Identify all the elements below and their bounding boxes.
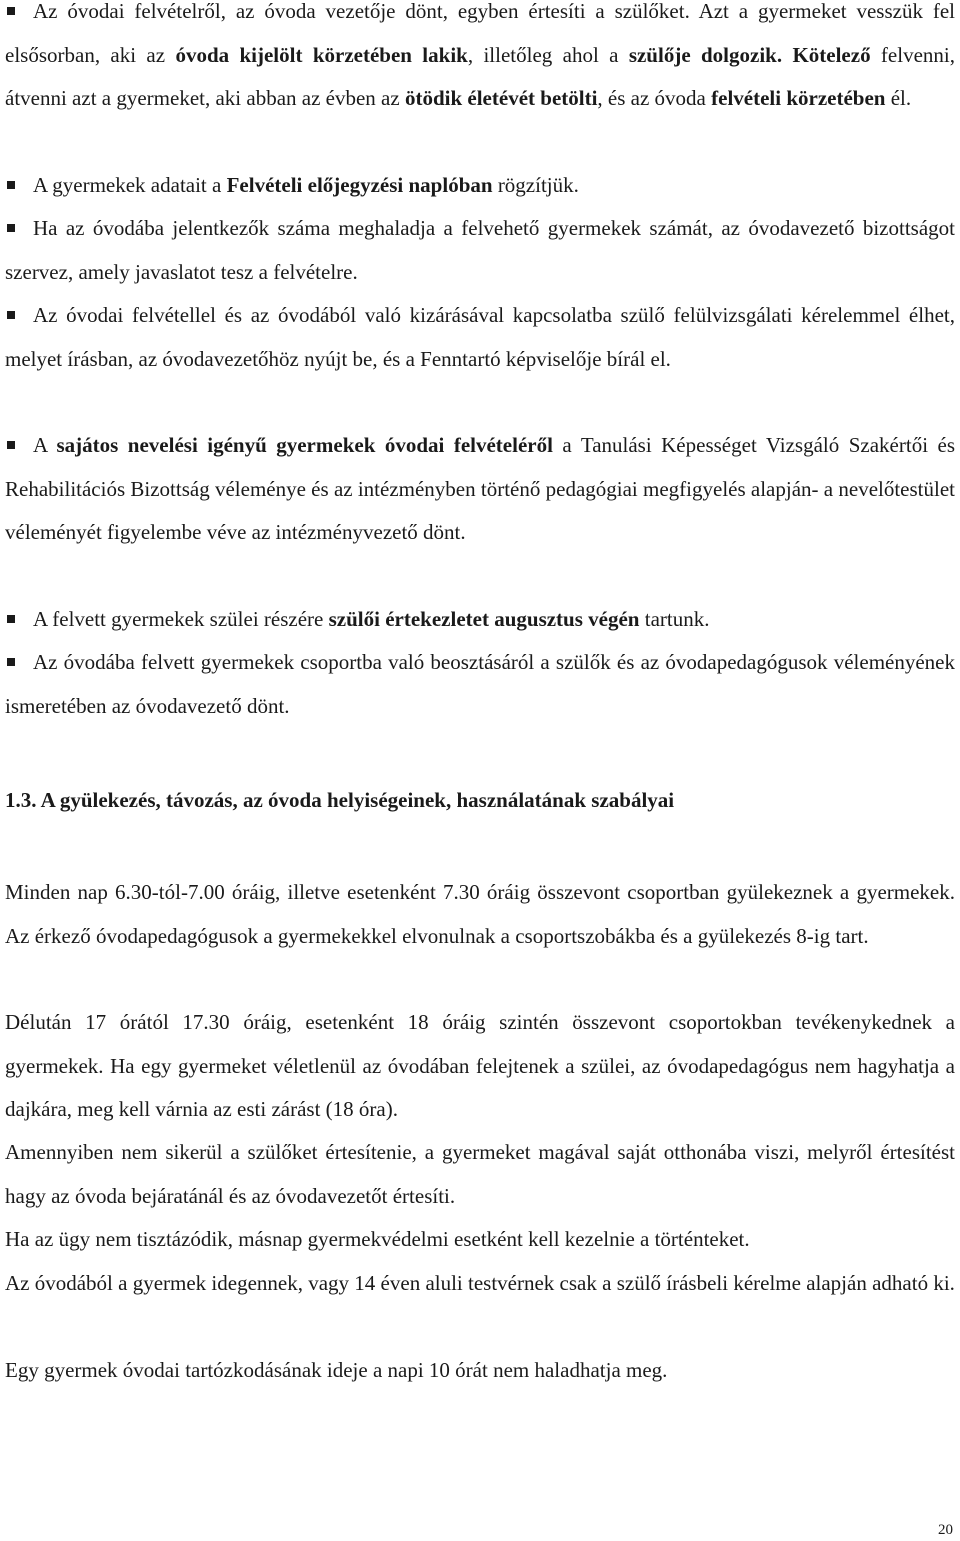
body-paragraph: Egy gyermek óvodai tartózkodásának ideje a napi 10 órát nem haladhatja meg. [5, 1358, 668, 1382]
seg: Az óvodai felvételről, az óvoda vezetője dönt, egyben értesíti a szülőket. Azt a gyermeket vesszük fel elsősorban, aki az [5, 0, 955, 67]
seg: rögzítjük. [492, 173, 579, 197]
square-bullet-icon [7, 7, 15, 15]
seg: felvételi körzetében [711, 86, 886, 110]
seg: , illetőleg ahol a [467, 42, 629, 67]
body-paragraph: Ha az ügy nem tisztázódik, másnap gyermekvédelmi esetként kell kezelnie a történteket. [5, 1227, 750, 1251]
square-bullet-icon [7, 181, 15, 189]
seg: A felvett gyermekek szülei részére [33, 607, 329, 631]
body-paragraph: Az óvodából a gyermek idegennek, vagy 14 éven aluli testvérnek csak a szülő írásbeli kérelme alapján adható ki. [5, 1271, 955, 1295]
seg: szülői értekezletet augusztus végén [328, 607, 640, 631]
square-bullet-icon [7, 441, 15, 449]
seg: a Tanulási Képességet Vizsgáló Szakértői és Rehabilitációs Bizottság véleménye és az intézményben történő pedagógiai megfigyelés alapján- a nevelőtestület véleményét figyelembe véve az intézményvezető dönt. [5, 433, 955, 544]
page-number: 20 [938, 1522, 953, 1538]
square-bullet-icon [7, 224, 15, 232]
bullet-item [5, 424, 955, 555]
seg: tartunk. [639, 607, 710, 631]
seg: él. [885, 86, 912, 110]
bullet-item [5, 294, 955, 381]
square-bullet-icon [7, 311, 15, 319]
seg: felvenni, átvenni azt a gyermeket, aki abban az évben az [5, 42, 955, 110]
seg: Kötelező [792, 42, 871, 67]
seg: A [33, 433, 57, 457]
seg: Felvételi előjegyzési naplóban [226, 173, 493, 197]
seg: Az óvodai felvétellel és az óvodából való kizárásával kapcsolatba szülő felülvizsgálati kérelemmel élhet, melyet írásban, az óvodavezetőhöz nyújt be, és a Fenntartó képviselője bírál el. [5, 303, 955, 371]
seg: ötödik életévét betölti [404, 86, 598, 110]
seg: Az óvodába felvett gyermekek csoportba való beosztásáról a szülők és az óvodapedagógusok véleményének ismeretében az óvodavezető dönt. [5, 650, 955, 718]
bullet-item [5, 0, 955, 121]
bullet-item [5, 598, 955, 642]
seg: Ha az óvodába jelentkezők száma meghaladja a felvehető gyermekek számát, az óvodavezető bizottságot szervez, amely javaslatot tesz a felvételre. [5, 216, 955, 284]
seg: , és az óvoda [597, 86, 712, 110]
bullet-item [5, 207, 955, 294]
section-heading: 1.3. A gyülekezés, távozás, az óvoda helyiségeinek, használatának szabályai [5, 788, 675, 812]
body-paragraph: Amennyiben nem sikerül a szülőket értesítenie, a gyermeket magával saját otthonába viszi, melyről értesítést hagy az óvoda bejáratánál és az óvodavezetőt értesíti. [5, 1140, 955, 1208]
seg: A gyermekek adatait a [33, 173, 227, 197]
body-paragraph: Délután 17 órától 17.30 óráig, esetenként 18 óráig szintén összevont csoportokban tevékenykednek a gyermekek. Ha egy gyermeket véletlenül az óvodában felejtenek a szülei, az óvodapedagógus nem hagyhatja a dajkára, meg kell várnia az esti zárást (18 óra). [5, 1010, 955, 1121]
body-paragraph: Minden nap 6.30-tól-7.00 óráig, illetve esetenként 7.30 óráig összevont csoportban gyülekeznek a gyermekek. Az érkező óvodapedagógusok a gyermekekkel elvonulnak a csoportszobákba és a gyülekezés 8-ig tart. [5, 880, 955, 948]
seg [782, 43, 792, 67]
seg: óvoda kijelölt körzetében lakik [175, 42, 468, 67]
seg: sajátos nevelési igényű gyermekek óvodai felvételéről [56, 433, 553, 457]
bullet-item [5, 164, 955, 208]
bullet-item [5, 641, 955, 728]
square-bullet-icon [7, 658, 15, 666]
seg: szülője dolgozik. [628, 42, 783, 67]
square-bullet-icon [7, 615, 15, 623]
